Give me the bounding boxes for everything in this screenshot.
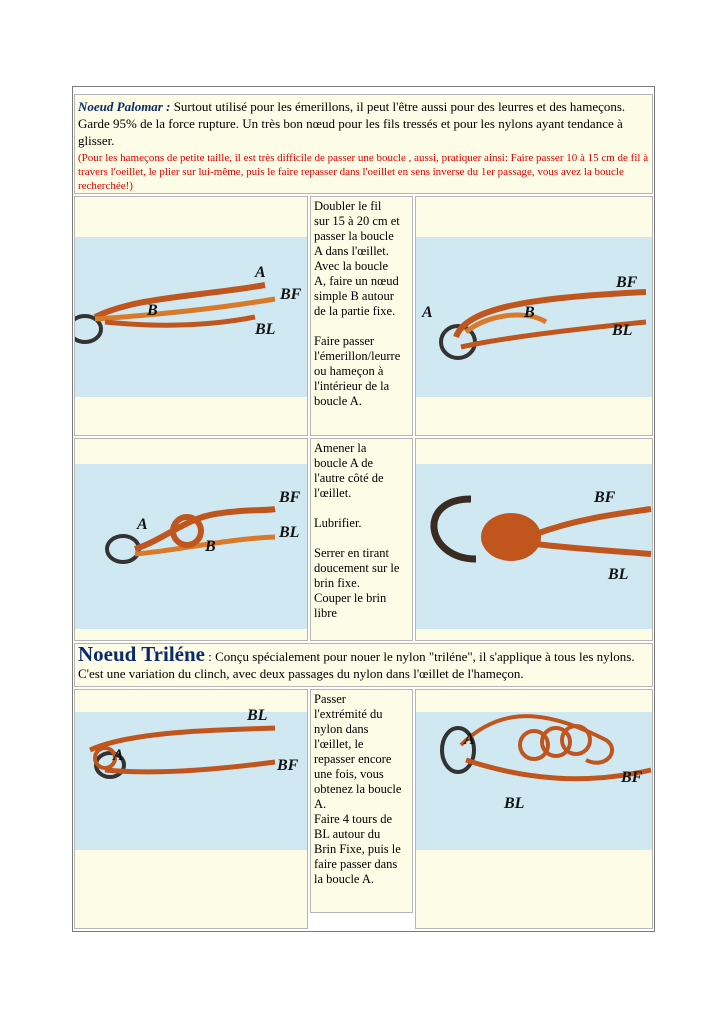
step-line: Serrer en tirant bbox=[314, 546, 389, 560]
palomar-step1-illustration bbox=[75, 197, 308, 436]
label-bf: BF bbox=[616, 274, 638, 291]
step-line: ou hameçon à bbox=[314, 364, 384, 378]
label-a: A bbox=[113, 747, 124, 764]
step-line: libre bbox=[314, 606, 337, 620]
palomar-image-2-cell bbox=[415, 196, 653, 436]
palomar-note: (Pour les hameçons de petite taille, il est très difficile de passer une boucle , aussi, pratiquer ainsi: Faire passer 10 à 15 cm de fil à travers l'oeillet, le plier sur lui-même, puis le faire repasser dans l'oeillet en sens inverse du 1er passage, vous avez la boucle recherchée!) bbox=[78, 152, 649, 192]
palomar-image-3-cell bbox=[74, 438, 308, 641]
step-line: l'œillet, le bbox=[314, 737, 364, 751]
step-line: de la partie fixe. bbox=[314, 304, 396, 318]
trilene-separator: : bbox=[204, 649, 212, 664]
step-line: obtenez la boucle bbox=[314, 782, 402, 796]
step-line: boucle A. bbox=[314, 394, 362, 408]
step-line: simple B autour bbox=[314, 289, 394, 303]
palomar-image-4-cell bbox=[415, 438, 653, 641]
step-line: boucle A de bbox=[314, 456, 374, 470]
step-line: l'émerillon/leurre bbox=[314, 349, 401, 363]
step-line: l'œillet. bbox=[314, 486, 352, 500]
step-line: la boucle A. bbox=[314, 872, 375, 886]
palomar-text-1-cell bbox=[310, 196, 413, 436]
palomar-step2-illustration bbox=[416, 197, 653, 436]
step-line: l'intérieur de la bbox=[314, 379, 390, 393]
label-a: A bbox=[422, 304, 433, 321]
step-line: Faire 4 tours de bbox=[314, 812, 393, 826]
palomar-header bbox=[74, 94, 653, 194]
trilene-image-1-cell bbox=[74, 689, 308, 929]
label-bf: BF bbox=[280, 286, 302, 303]
palomar-description: Surtout utilisé pour les émerillons, il peut l'être aussi pour des leurres et des hameçons. Garde 95% de la force rupture. Un très bon nœud pour les fils tressés et pour les nylons ayant tendance à glisser. bbox=[78, 99, 626, 148]
step-line: doucement sur le bbox=[314, 561, 400, 575]
step-line: Avec la boucle bbox=[314, 259, 389, 273]
trilene-header bbox=[74, 643, 653, 687]
trilene-description: Conçu spécialement pour nouer le nylon "triléne", il s'applique à tous les nylons. C'est une variation du clinch, avec deux passages du nylon dans l'œillet de l'hameçon. bbox=[78, 649, 635, 681]
trilene-step2-illustration bbox=[416, 690, 653, 929]
trilene-step-texts bbox=[311, 690, 412, 889]
label-bl: BL bbox=[247, 707, 268, 724]
step-line: Brin Fixe, puis le bbox=[314, 842, 401, 856]
palomar-step4-illustration bbox=[416, 439, 653, 641]
page-frame bbox=[72, 86, 655, 932]
trilene-title: Noeud Triléne bbox=[78, 643, 205, 666]
step-line: l'autre côté de bbox=[314, 471, 384, 485]
step-line: Couper le brin bbox=[314, 591, 387, 605]
step-line: Lubrifier. bbox=[314, 516, 362, 530]
step-line: l'extrémité du bbox=[314, 707, 383, 721]
label-a: A bbox=[464, 731, 475, 748]
palomar-step-texts-2 bbox=[311, 439, 412, 623]
trilene-text-cell bbox=[310, 689, 413, 913]
step-line: passer la boucle bbox=[314, 229, 394, 243]
step-line: A dans l'œillet. bbox=[314, 244, 389, 258]
step-line: A. bbox=[314, 797, 327, 811]
step-line: Doubler le fil bbox=[314, 199, 382, 213]
label-a: A bbox=[137, 516, 148, 533]
label-bf: BF bbox=[277, 757, 299, 774]
label-bl: BL bbox=[612, 322, 633, 339]
step-line: Amener la bbox=[314, 441, 367, 455]
label-b: B bbox=[524, 304, 535, 321]
label-bf: BF bbox=[594, 489, 616, 506]
step-line: BL autour du bbox=[314, 827, 381, 841]
step-line: nylon dans bbox=[314, 722, 369, 736]
label-bl: BL bbox=[255, 321, 276, 338]
trilene-image-2-cell bbox=[415, 689, 653, 929]
step-line: brin fixe. bbox=[314, 576, 360, 590]
label-a: A bbox=[255, 264, 266, 281]
step-line: Passer bbox=[314, 692, 346, 706]
step-line: une fois, vous bbox=[314, 767, 384, 781]
step-line: repasser encore bbox=[314, 752, 392, 766]
step-line: faire passer dans bbox=[314, 857, 398, 871]
palomar-text-2-cell bbox=[310, 438, 413, 641]
label-bf: BF bbox=[621, 769, 643, 786]
label-b: B bbox=[147, 302, 158, 319]
palomar-step-texts-1 bbox=[311, 197, 412, 411]
label-b: B bbox=[205, 538, 216, 555]
label-bl: BL bbox=[608, 566, 629, 583]
label-bf: BF bbox=[279, 489, 301, 506]
label-bl: BL bbox=[504, 795, 525, 812]
palomar-image-1-cell bbox=[74, 196, 308, 436]
label-bl: BL bbox=[279, 524, 300, 541]
palomar-title: Noeud Palomar : bbox=[78, 99, 171, 114]
step-line: sur 15 à 20 cm et bbox=[314, 214, 400, 228]
trilene-step1-illustration bbox=[75, 690, 308, 929]
step-line: Faire passer bbox=[314, 334, 375, 348]
palomar-step3-illustration bbox=[75, 439, 308, 641]
step-line: A, faire un nœud bbox=[314, 274, 399, 288]
